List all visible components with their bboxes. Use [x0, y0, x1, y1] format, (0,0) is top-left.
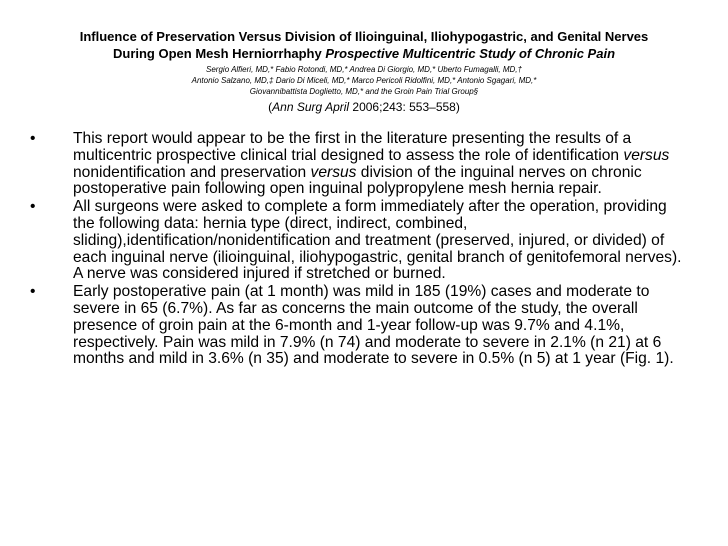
- bullet-text-emphasis: versus: [310, 163, 357, 181]
- bullet-text-emphasis: versus: [623, 146, 670, 164]
- title-line-1: Influence of Preservation Versus Division of Ilioinguinal, Iliohypogastric, and Genital Nerves: [79, 29, 649, 44]
- author-line-3: Giovannibattista Doglietto, MD,* and the Groin Pain Trial Group§: [249, 87, 479, 96]
- bullet-marker: •: [30, 198, 36, 216]
- slide-header: [40, 28, 688, 115]
- citation-open: (: [268, 100, 273, 114]
- bullet-item: [30, 199, 692, 283]
- bullet-item: [30, 131, 692, 198]
- author-list: [40, 64, 688, 97]
- bullet-marker: •: [30, 130, 36, 147]
- bullet-text: [73, 130, 669, 197]
- author-line-1: Sergio Alfieri, MD,* Fabio Rotondi, MD,* Andrea Di Giorgio, MD,* Uberto Fumagalli, MD,†: [206, 65, 522, 74]
- bullet-marker: •: [30, 283, 36, 301]
- citation-journal: Ann Surg April: [272, 100, 350, 114]
- bullet-text: Early postoperative pain (at 1 month) was mild in 185 (19%) cases and moderate to severe in 65 (6.7%). As far as concerns the main outcome of the study, the overall presence of groin pain at the 6-month and 1-year follow-up was 9.7% and 4.1%, respectively. Pain was mild in 7.9% (n 74) and moderate to severe in 2.1% (n 21) at 6 months and mild in 3.6% (n 35) and moderate to severe in 0.5% (n 5) at 1 year (Fig. 1).: [73, 283, 674, 368]
- journal-citation: [40, 100, 688, 115]
- slide-title: [40, 28, 688, 62]
- bullet-item: [30, 284, 692, 368]
- bullet-text-part: nonidentification and preservation: [73, 163, 311, 181]
- bullet-text-part: This report would appear to be the first in the literature presenting the results of a multicentric prospective clinical trial designed to assess the role of identification: [73, 130, 632, 164]
- author-line-2: Antonio Salzano, MD,‡ Dario Di Miceli, MD,* Marco Pericoli Ridolfini, MD,* Antonio Sgagari, MD,*: [191, 76, 537, 85]
- bullet-list: [30, 131, 692, 369]
- citation-details: 2006;243: 553–558): [349, 100, 460, 114]
- title-line-2: [40, 45, 688, 62]
- bullet-text: All surgeons were asked to complete a form immediately after the operation, providing the following data: hernia type (direct, indirect, combined, sliding),identification/nonidentification and treatment (preserved, injured, or divided) of each inguinal nerve (ilioinguinal, iliohypogastric, genital branch of genitofemoral nerves). A nerve was considered injured if stretched or burned.: [73, 198, 682, 283]
- title-subtitle: Prospective Multicentric Study of Chronic Pain: [325, 46, 616, 61]
- title-line-2-text: During Open Mesh Herniorrhaphy: [112, 46, 326, 61]
- bullet-text-part: division of the inguinal nerves on chronic postoperative pain following open inguinal polypropylene mesh hernia repair.: [73, 163, 642, 198]
